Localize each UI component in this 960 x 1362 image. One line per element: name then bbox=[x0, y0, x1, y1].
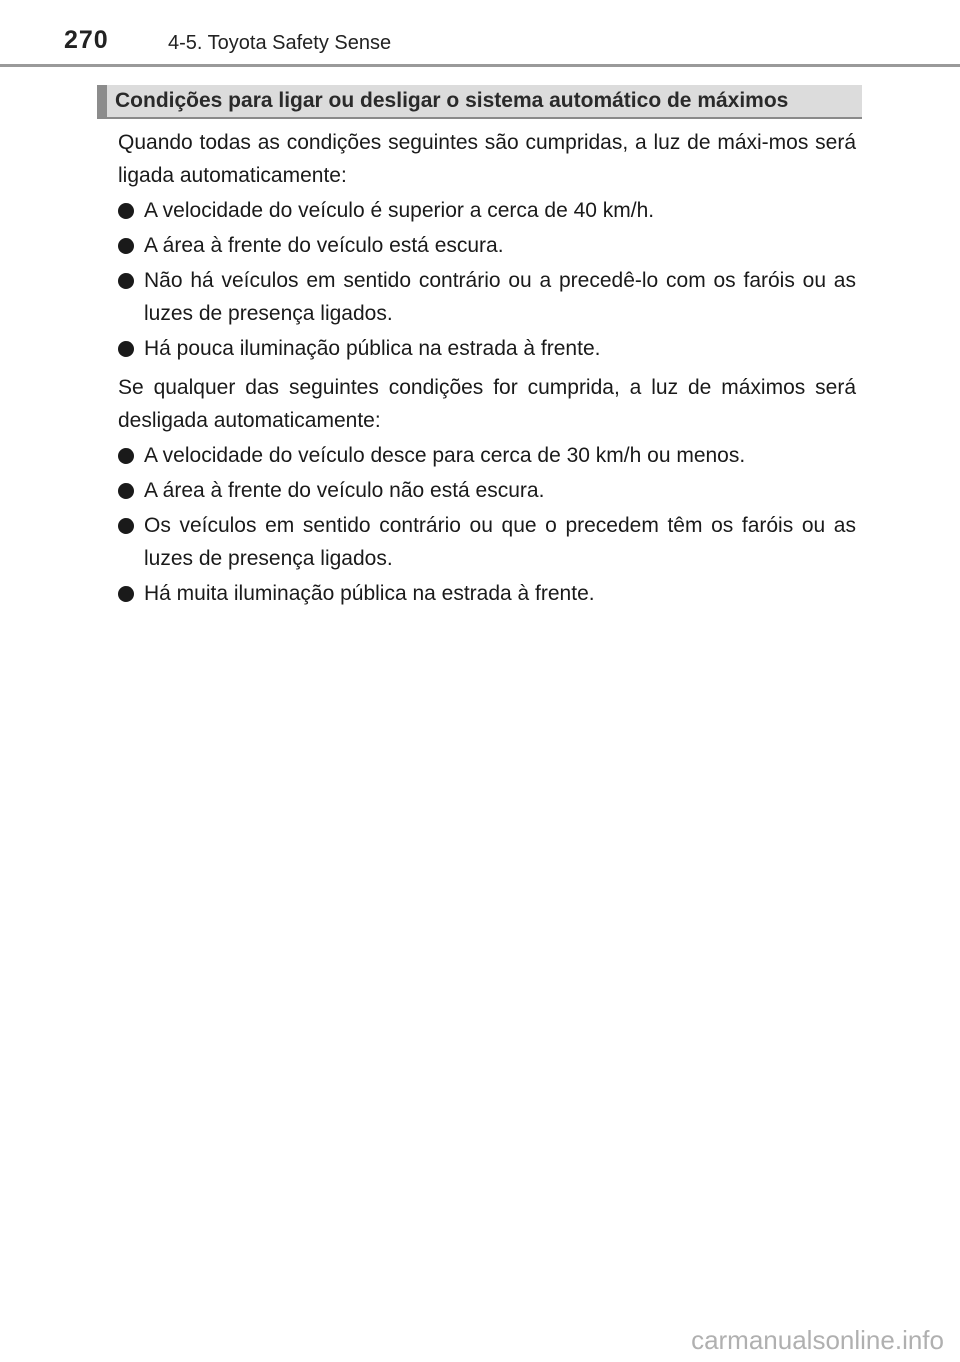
bullet-icon bbox=[118, 448, 134, 464]
bullet-icon bbox=[118, 238, 134, 254]
section-title: Condições para ligar ou desligar o sistema automático de máximos bbox=[115, 89, 789, 112]
bullet-icon bbox=[118, 586, 134, 602]
list-item-text: A velocidade do veículo desce para cerca de 30 km/h ou menos. bbox=[144, 444, 746, 467]
list-item-text: Os veículos em sentido contrário ou que o precedem têm os faróis ou as luzes de presença ligados. bbox=[144, 514, 856, 570]
list-item bbox=[118, 577, 856, 610]
section-heading bbox=[97, 85, 862, 119]
page-number: 270 bbox=[64, 26, 109, 54]
list-item-text: A área à frente do veículo não está escura. bbox=[144, 479, 545, 502]
list-item bbox=[118, 264, 856, 330]
list-item bbox=[118, 332, 856, 365]
bullet-icon bbox=[118, 483, 134, 499]
page-header bbox=[0, 0, 960, 70]
list-item-text: Não há veículos em sentido contrário ou a precedê-lo com os faróis ou as luzes de presença ligados. bbox=[144, 269, 856, 325]
bullet-icon bbox=[118, 341, 134, 357]
list-item-text: Há muita iluminação pública na estrada à frente. bbox=[144, 582, 595, 605]
list-item bbox=[118, 229, 856, 262]
list-item-text: A velocidade do veículo é superior a cerca de 40 km/h. bbox=[144, 199, 655, 222]
list-item bbox=[118, 439, 856, 472]
list-item bbox=[118, 194, 856, 227]
header-divider bbox=[0, 64, 960, 67]
chapter-title: 4-5. Toyota Safety Sense bbox=[168, 32, 392, 54]
on-conditions-intro: Quando todas as condições seguintes são cumpridas, a luz de máxi-mos será ligada automaticamente: bbox=[118, 131, 856, 187]
heading-accent-bar bbox=[97, 85, 107, 117]
bullet-icon bbox=[118, 518, 134, 534]
list-item-text: Há pouca iluminação pública na estrada à frente. bbox=[144, 337, 601, 360]
list-item bbox=[118, 474, 856, 507]
body-content bbox=[118, 126, 856, 612]
bullet-icon bbox=[118, 273, 134, 289]
bullet-icon bbox=[118, 203, 134, 219]
list-item-text: A área à frente do veículo está escura. bbox=[144, 234, 504, 257]
list-item bbox=[118, 509, 856, 575]
off-conditions-intro: Se qualquer das seguintes condições for cumprida, a luz de máximos será desligada automaticamente: bbox=[118, 376, 856, 432]
watermark: carmanualsonline.info bbox=[691, 1325, 944, 1355]
